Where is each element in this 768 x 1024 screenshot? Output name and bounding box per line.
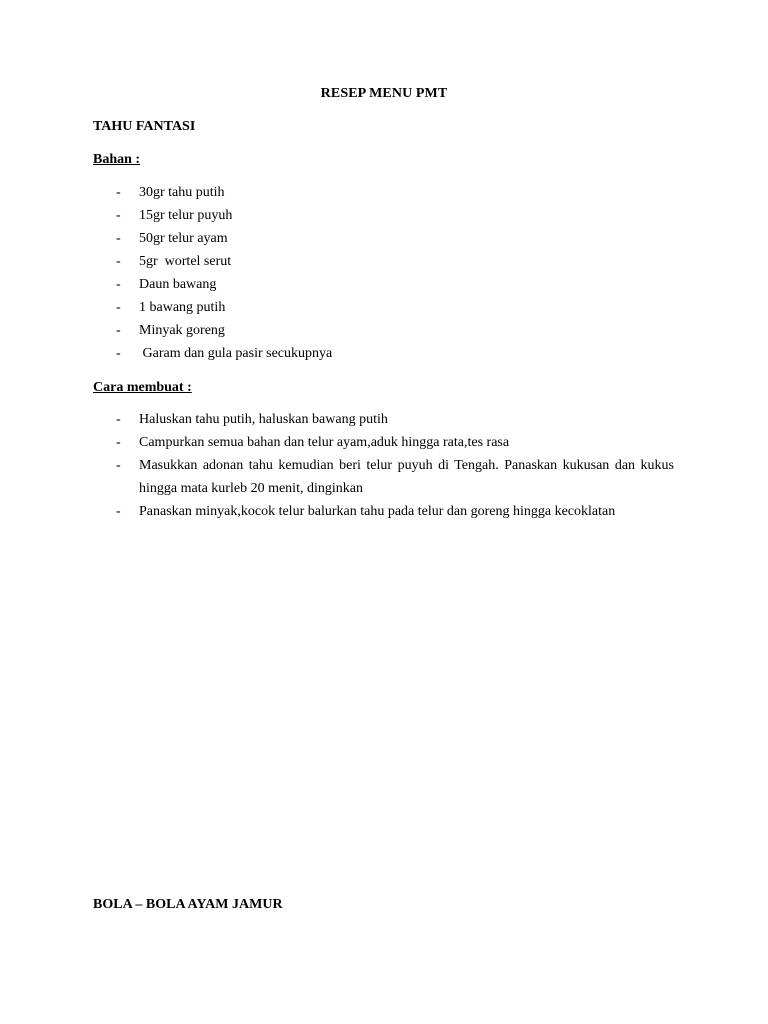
step-text: Campurkan semua bahan dan telur ayam,aduk hingga rata,tes rasa: [139, 435, 510, 450]
ingredient-text: 15gr telur puyuh: [139, 208, 233, 223]
list-item: [0, 204, 768, 227]
list-item: [0, 431, 768, 454]
ingredients-list: [0, 181, 768, 365]
bullet-dash: -: [116, 435, 121, 450]
ingredient-text: 1 bawang putih: [139, 300, 226, 315]
list-item: [0, 273, 768, 296]
step-text: Panaskan minyak,kocok telur balurkan tahu pada telur dan goreng hingga kecoklatan: [139, 504, 616, 519]
bullet-dash: -: [116, 504, 121, 519]
bullet-dash: -: [116, 231, 121, 246]
document-title: RESEP MENU PMT: [320, 86, 448, 101]
list-item: [0, 500, 768, 523]
ingredient-text: Garam dan gula pasir secukupnya: [139, 346, 333, 361]
ingredient-text: 50gr telur ayam: [139, 231, 228, 246]
ingredient-text: Minyak goreng: [139, 323, 225, 338]
steps-heading: Cara membuat :: [93, 380, 192, 395]
step-text: Haluskan tahu putih, haluskan bawang putih: [139, 412, 388, 427]
bullet-dash: -: [116, 277, 121, 292]
list-item: [0, 408, 768, 431]
list-item: [0, 454, 768, 500]
list-item: [0, 227, 768, 250]
recipe-title-bola-bola-ayam-jamur: BOLA – BOLA AYAM JAMUR: [93, 897, 283, 912]
list-item: [0, 181, 768, 204]
ingredient-text: 30gr tahu putih: [139, 185, 225, 200]
bullet-dash: -: [116, 185, 121, 200]
recipe-title-tahu-fantasi: TAHU FANTASI: [93, 119, 196, 134]
steps-list: [0, 408, 768, 523]
ingredients-heading: Bahan :: [93, 152, 141, 167]
step-text: Masukkan adonan tahu kemudian beri telur puyuh di Tengah. Panaskan kukusan dan kukus hingga mata kurleb 20 menit, dinginkan: [139, 458, 674, 496]
bullet-dash: -: [116, 254, 121, 269]
bullet-dash: -: [116, 458, 121, 473]
list-item: [0, 250, 768, 273]
bullet-dash: -: [116, 300, 121, 315]
ingredient-text: Daun bawang: [139, 277, 217, 292]
ingredient-text: 5gr wortel serut: [139, 254, 232, 269]
list-item: [0, 342, 768, 365]
bullet-dash: -: [116, 412, 121, 427]
bullet-dash: -: [116, 208, 121, 223]
list-item: [0, 296, 768, 319]
bullet-dash: -: [116, 323, 121, 338]
bullet-dash: -: [116, 346, 121, 361]
list-item: [0, 319, 768, 342]
